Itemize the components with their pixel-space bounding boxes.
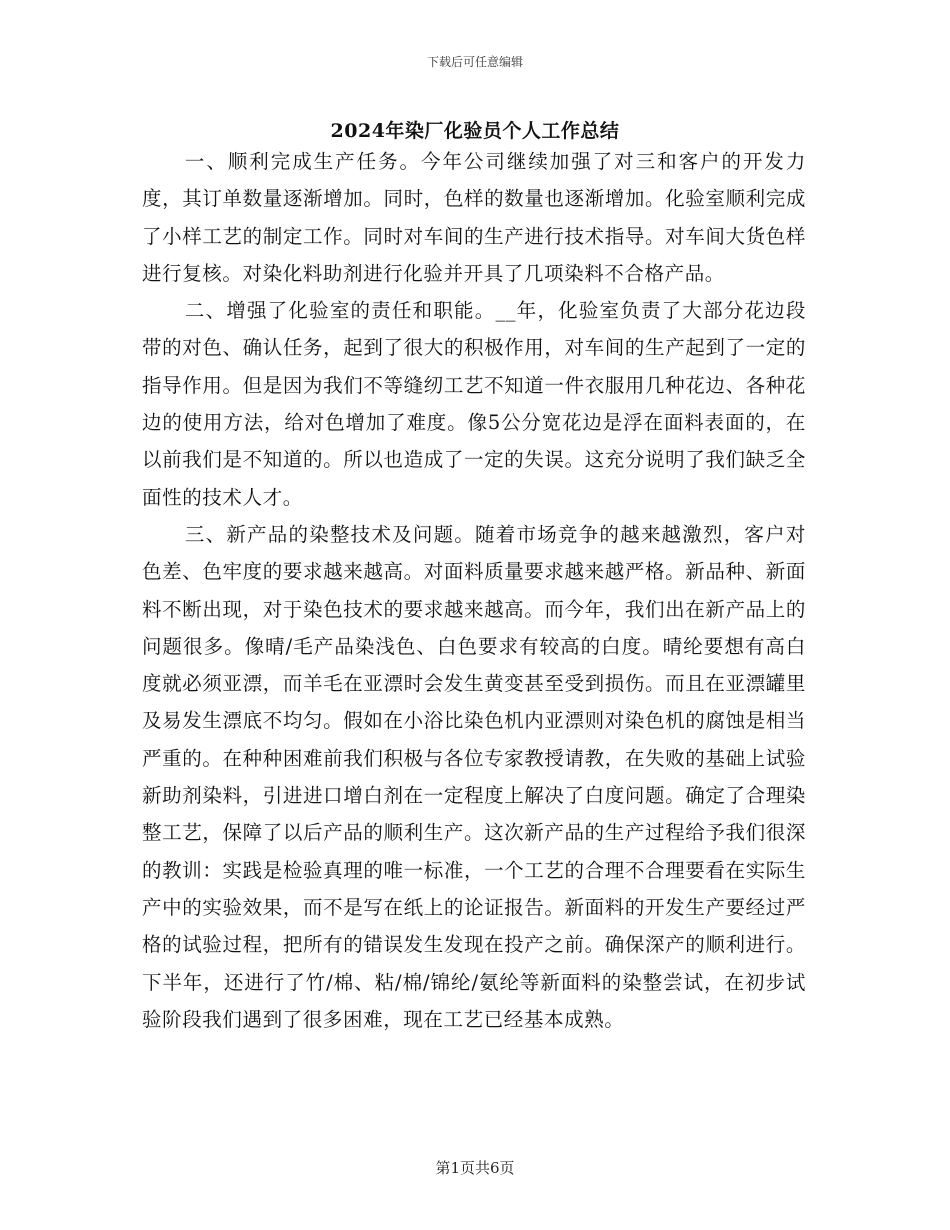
- paragraph-2: 二、增强了化验室的责任和职能。__年，化验室负责了大部分花边段带的对色、确认任务，起到了很大的积极作用，对车间的生产起到了一定的指导作用。但是因为我们不等缝纫工艺不知道一件衣服用几种花边、各种花边的使用方法，给对色增加了难度。像5公分宽花边是浮在面料表面的，在以前我们是不知道的。所以也造成了一定的失误。这充分说明了我们缺乏全面性的技术人才。: [142, 299, 806, 509]
- paragraph-3: 三、新产品的染整技术及问题。随着市场竞争的越来越激烈，客户对色差、色牢度的要求越来越高。对面料质量要求越来越严格。新品种、新面料不断出现，对于染色技术的要求越来越高。而今年，我们出在新产品上的问题很多。像晴/毛产品染浅色、白色要求有较高的白度。晴纶要想有高白度就必须亚漂，而羊毛在亚漂时会发生黄变甚至受到损伤。而且在亚漂罐里及易发生漂底不均匀。假如在小浴比染色机内亚漂则对染色机的腐蚀是相当严重的。在种种困难前我们积极与各位专家教授请教，在失败的基础上试验新助剂染料，引进进口增白剂在一定程度上解决了白度问题。确定了合理染整工艺，保障了以后产品的顺利生产。这次新产品的生产过程给予我们很深的教训：实践是检验真理的唯一标准，一个工艺的合理不合理要看在实际生产中的实验效果，而不是写在纸上的论证报告。新面料的开发生产要经过严格的试验过程，把所有的错误发生发现在投产之前。确保深产的顺利进行。下半年，还进行了竹/棉、粘/棉/锦纶/氨纶等新面料的染整尝试，在初步试验阶段我们遇到了很多困难，现在工艺已经基本成熟。: [142, 522, 806, 1031]
- document-title: 2024年染厂化验员个人工作总结: [330, 120, 620, 142]
- document-body: [142, 143, 806, 1038]
- paragraph-1: 一、顺利完成生产任务。今年公司继续加强了对三和客户的开发力度，其订单数量逐渐增加。同时，色样的数量也逐渐增加。化验室顺利完成了小样工艺的制定工作。同时对车间的生产进行技术指导。对车间大货色样进行复核。对染化料助剂进行化验并开具了几项染料不合格产品。: [142, 150, 806, 285]
- page-header-note: 下载后可任意编辑: [426, 55, 523, 69]
- page-number: 第1页共6页: [435, 1159, 515, 1177]
